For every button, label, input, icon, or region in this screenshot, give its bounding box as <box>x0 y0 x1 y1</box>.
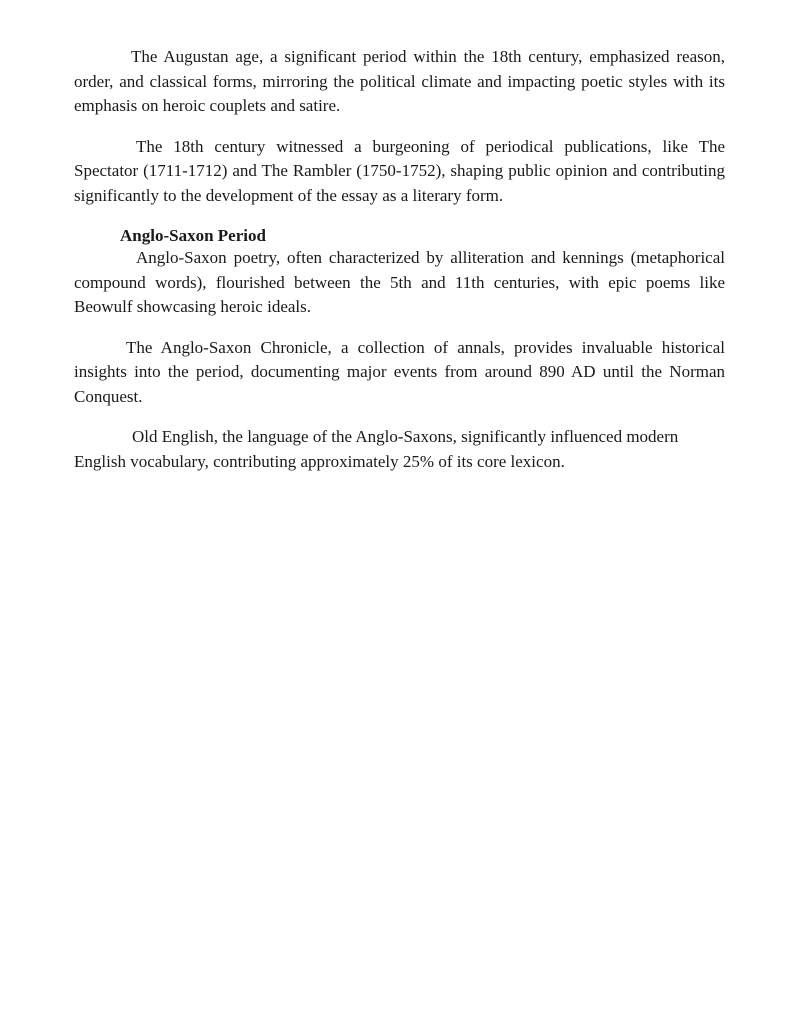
paragraph-augustan-age: The Augustan age, a significant period within the 18th century, emphasized reason, order, and classical forms, mirroring the political climate and impacting poetic styles with its emphasis on heroic couplets and satire. <box>74 47 725 115</box>
document-body <box>74 45 725 490</box>
paragraph-periodicals: The 18th century witnessed a burgeoning of periodical publications, like The Spectator (1711-1712) and The Rambler (1750-1752), shaping public opinion and contributing significantly to the development of the essay as a literary form. <box>74 136 725 205</box>
section-heading: Anglo-Saxon Period <box>120 226 266 245</box>
paragraph-old-english: Old English, the language of the Anglo-Saxons, significantly influenced modern English vocabulary, contributing approximately 25% of its core lexicon. <box>74 427 679 471</box>
paragraph-anglo-saxon-chronicle: The Anglo-Saxon Chronicle, a collection of annals, provides invaluable historical insights into the period, documenting major events from around 890 AD until the Norman Conquest. <box>74 337 725 406</box>
paragraph-anglo-saxon-poetry: Anglo-Saxon poetry, often characterized by alliteration and kennings (metaphorical compound words), flourished between the 5th and 11th centuries, with epic poems like Beowulf showcasing heroic ideals. <box>74 248 725 316</box>
